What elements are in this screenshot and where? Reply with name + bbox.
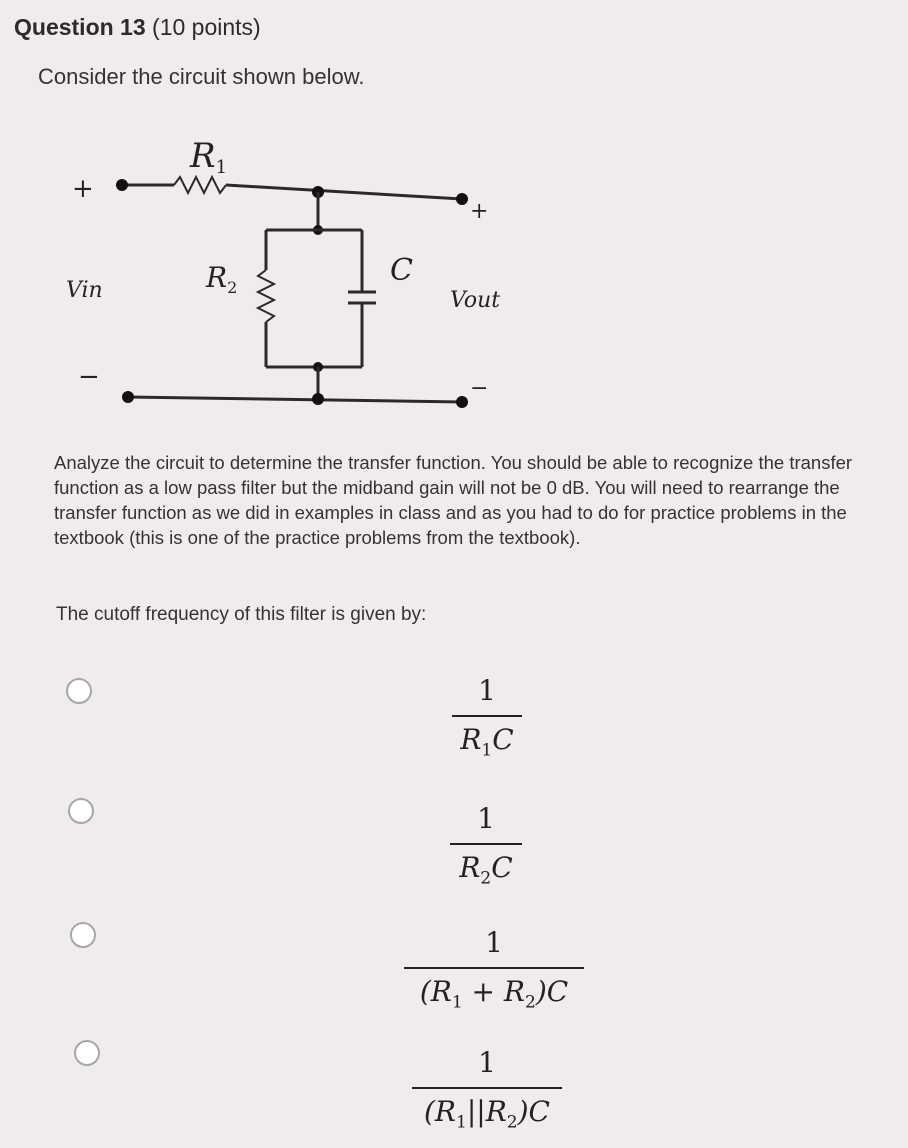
question-title: Question 13 <box>14 14 146 40</box>
question-header <box>14 14 261 41</box>
answer-option-1[interactable] <box>0 660 908 760</box>
fraction-numerator: 1 <box>485 926 503 959</box>
vout-minus-label: − <box>470 376 489 401</box>
circuit-diagram <box>50 125 520 425</box>
answer-option-4[interactable] <box>0 1036 908 1136</box>
fraction-numerator: 1 <box>478 674 496 707</box>
r1-label: R1 <box>190 136 228 178</box>
answer-option-3[interactable] <box>0 914 908 1014</box>
radio-button[interactable] <box>74 1040 100 1066</box>
r2-label: $R_2$ <box>206 261 238 297</box>
question-points: (10 points) <box>152 14 261 40</box>
fraction-denominator: $(R_1||R_2)C$ <box>424 1095 550 1133</box>
fraction-denominator: $R_1C$ <box>460 723 514 761</box>
question-body: Analyze the circuit to determine the transfer function. You should be able to recognize the transfer function as a low pass filter but the midband gain will not be 0 dB. You will need to rearrange the transfer function as we did in examples in class and as you had to do for practice problems in the textbook (this is one of the practice problems from the textbook). <box>54 452 853 548</box>
vin-minus-label: − <box>78 362 100 392</box>
radio-button[interactable] <box>70 922 96 948</box>
option-4-formula <box>412 1046 562 1133</box>
fraction-denominator: $R_2C$ <box>459 851 513 889</box>
fraction-denominator: $(R_1 + R_2)C$ <box>419 975 569 1013</box>
fraction-numerator: 1 <box>477 802 495 835</box>
answer-option-2[interactable] <box>0 790 908 890</box>
vout-plus-label: + <box>470 199 489 224</box>
vin-plus-label: + <box>72 174 94 204</box>
question-intro: Consider the circuit shown below. <box>38 64 365 89</box>
option-2-formula <box>450 802 522 889</box>
r2-resistor <box>258 270 274 322</box>
option-3-formula <box>404 926 584 1013</box>
question-prompt: The cutoff frequency of this filter is given by: <box>56 604 427 625</box>
vout-label: Vout <box>450 288 501 313</box>
radio-button[interactable] <box>68 798 94 824</box>
r1-resistor <box>174 177 226 193</box>
vin-label: Vin <box>66 278 103 303</box>
capacitor-label: C <box>390 253 413 288</box>
option-1-formula <box>452 674 522 761</box>
fraction-numerator: 1 <box>478 1046 496 1079</box>
radio-button[interactable] <box>66 678 92 704</box>
